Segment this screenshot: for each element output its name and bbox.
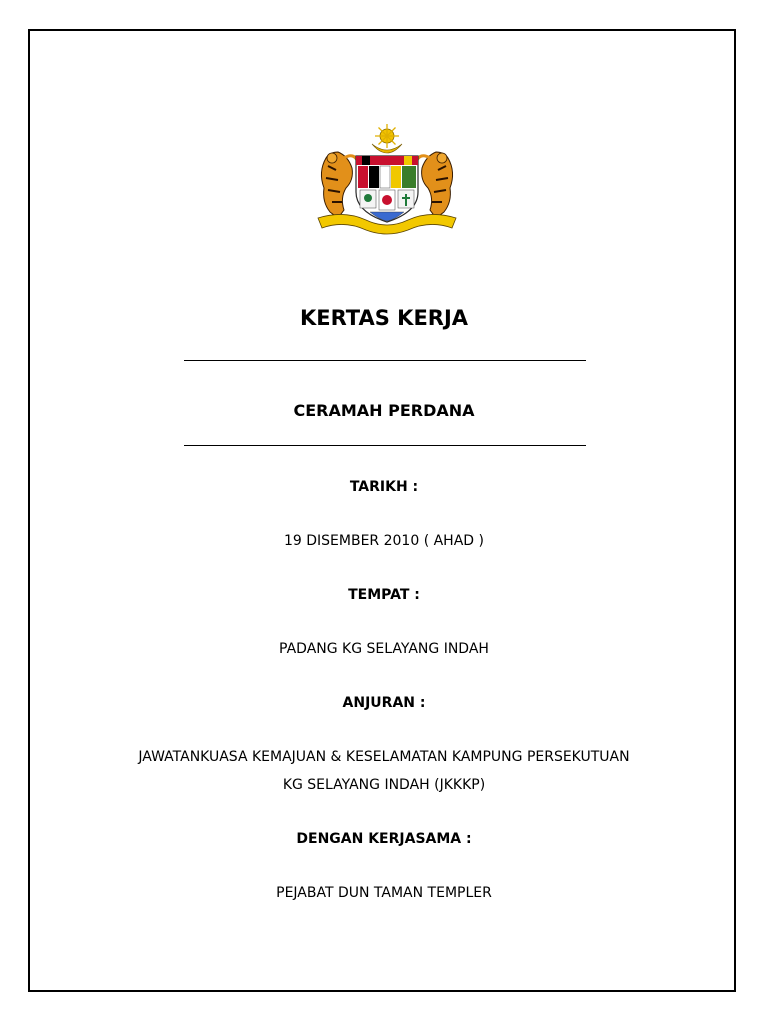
document-title: KERTAS KERJA <box>299 306 469 330</box>
organizer-label: ANJURAN : <box>342 695 426 711</box>
date-value: 19 DISEMBER 2010 ( AHAD ) <box>284 533 484 549</box>
venue-label: TEMPAT : <box>348 587 420 603</box>
organizer-value-line2: KG SELAYANG INDAH (JKKKP) <box>282 777 486 793</box>
organizer-value-line1: JAWATANKUASA KEMAJUAN & KESELAMATAN KAMPUNG PERSEKUTUAN <box>138 749 630 765</box>
document-subtitle: CERAMAH PERDANA <box>293 401 475 420</box>
venue-value: PADANG KG SELAYANG INDAH <box>279 641 489 657</box>
subtitle-divider <box>184 445 586 446</box>
left-tiger-icon <box>321 152 358 218</box>
date-label: TARIKH : <box>349 479 419 495</box>
title-divider <box>184 360 586 361</box>
collaboration-value: PEJABAT DUN TAMAN TEMPLER <box>276 885 492 901</box>
malaysia-coat-of-arms-icon <box>314 122 460 238</box>
federal-star-icon <box>375 124 399 148</box>
collaboration-label: DENGAN KERJASAMA : <box>296 831 472 847</box>
right-tiger-icon <box>416 152 453 218</box>
shield-icon <box>356 156 418 222</box>
